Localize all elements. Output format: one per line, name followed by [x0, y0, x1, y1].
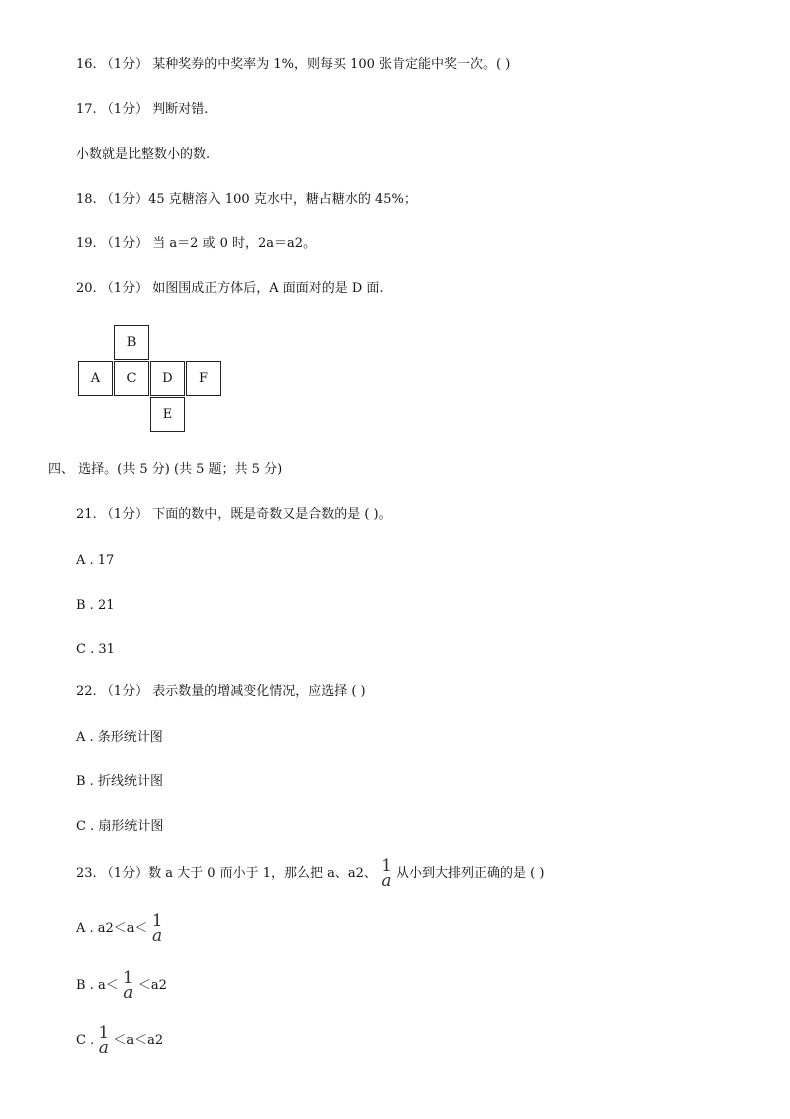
question-18: 18. （1分）45 克糖溶入 100 克水中，糖占糖水的 45%；	[76, 192, 417, 207]
question-20: 20. （1分） 如图围成正方体后，A 面面对的是 D 面.	[76, 281, 384, 296]
q21-option-b: B . 21	[76, 598, 115, 613]
q21-option-a: A . 17	[76, 553, 115, 568]
question-19: 19. （1分） 当 a＝2 或 0 时，2a＝a2。	[76, 236, 317, 251]
question-21: 21. （1分） 下面的数中，既是奇数又是合数的是 ( )。	[76, 507, 392, 522]
fraction-one-over-a: 1 a	[151, 910, 163, 946]
net-cell-e: E	[150, 397, 185, 432]
net-cell-f: F	[186, 361, 221, 396]
q22-option-c: C . 扇形统计图	[76, 819, 164, 834]
section-4-title: 四、 选择。(共 5 分) (共 5 题；共 5 分)	[48, 462, 283, 477]
cube-net-figure	[78, 325, 222, 433]
q22-option-a: A . 条形统计图	[76, 730, 163, 745]
q23-option-a: A . a2＜a＜ 1 a	[76, 910, 163, 946]
q23-option-b: B . a＜ 1 a ＜a2	[76, 967, 167, 1003]
q22-option-b: B . 折线统计图	[76, 774, 163, 789]
q23-text-post: 从小到大排列正确的是 ( )	[396, 866, 545, 881]
net-cell-c: C	[114, 361, 149, 396]
question-17: 17. （1分） 判断对错.	[76, 102, 209, 117]
q23-text-pre: 23. （1分）数 a 大于 0 而小于 1，那么把 a、a2、	[76, 866, 377, 881]
fraction-one-over-a: 1 a	[98, 1022, 110, 1058]
q23-option-c: C . 1 a ＜a＜a2	[76, 1022, 164, 1058]
net-cell-d: D	[150, 361, 185, 396]
fraction-one-over-a: 1 a	[122, 967, 134, 1003]
net-cell-a: A	[78, 361, 113, 396]
question-23	[76, 857, 544, 891]
q21-option-c: C . 31	[76, 642, 115, 657]
net-cell-b: B	[114, 325, 149, 360]
question-17-statement: 小数就是比整数小的数.	[76, 147, 211, 162]
question-16: 16. （1分） 某种奖券的中奖率为 1%，则每买 100 张肯定能中奖一次。( )	[76, 57, 511, 72]
fraction-one-over-a: 1 a	[381, 855, 392, 891]
question-22: 22. （1分） 表示数量的增减变化情况，应选择 ( )	[76, 684, 366, 699]
